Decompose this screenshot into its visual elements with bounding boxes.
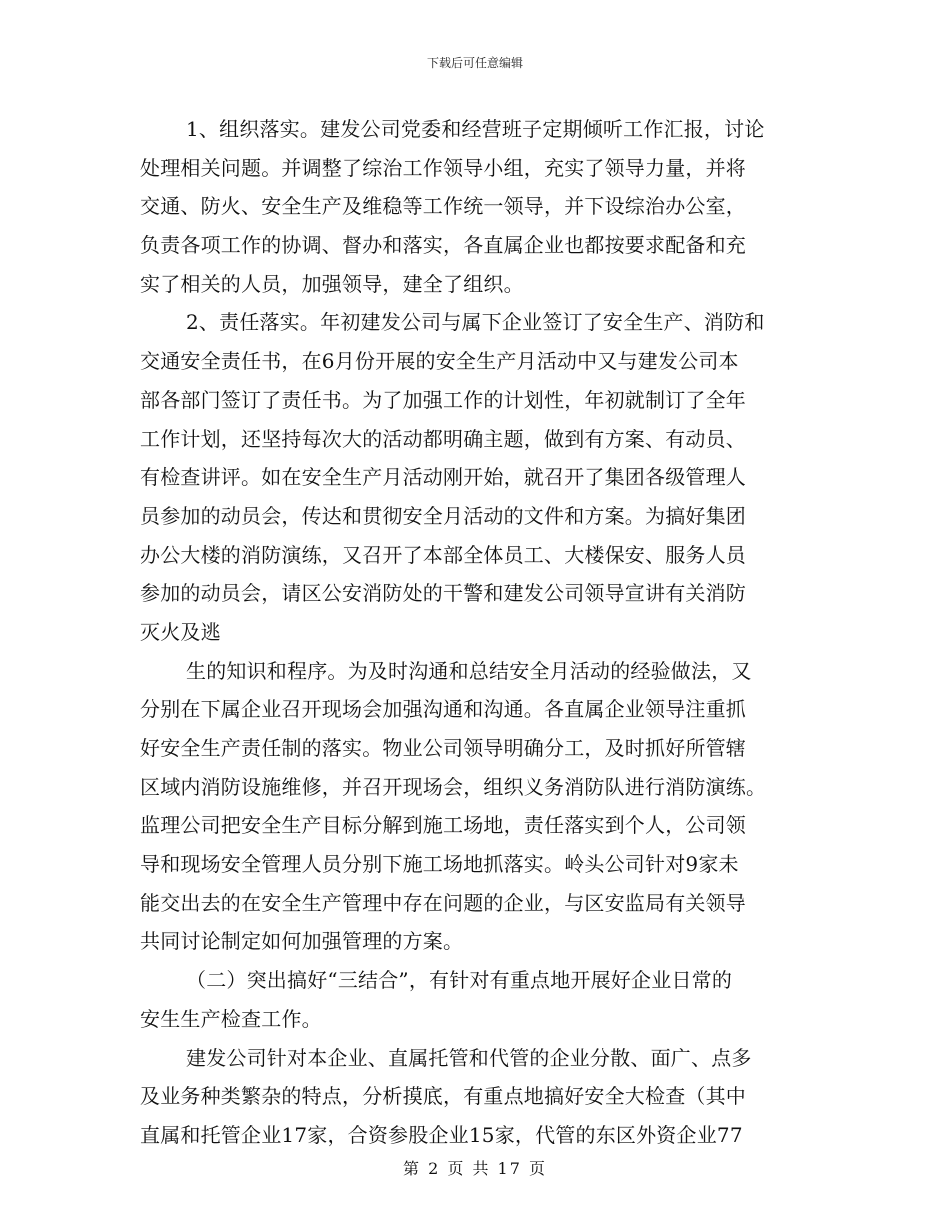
paragraph-line: 共同讨论制定如何加强管理的方案。 xyxy=(140,929,464,954)
paragraph-line: 办公大楼的消防演练，又召开了本部全体员工、大楼保安、服务人员 xyxy=(140,542,746,567)
paragraph-line: 能交出去的在安全生产管理中存在问题的企业，与区安监局有关领导 xyxy=(140,890,746,915)
section-heading-line: （二）突出搞好“三结合”，有针对有重点地开展好企业日常的 xyxy=(186,968,733,993)
section-heading-line: 安生生产检查工作。 xyxy=(140,1006,322,1031)
paragraph-line: 区域内消防设施维修，并召开现场会，组织义务消防队进行消防演练。 xyxy=(140,774,767,799)
paragraph-line: 实了相关的人员，加强领导，建全了组织。 xyxy=(140,271,524,296)
paragraph-line: 交通安全责任书，在6月份开展的安全生产月活动中又与建发公司本 xyxy=(140,349,739,374)
paragraph-line: 工作计划，还坚持每次大的活动都明确主题，做到有方案、有动员、 xyxy=(140,426,746,451)
paragraph-line: 监理公司把安全生产目标分解到施工场地，责任落实到个人，公司领 xyxy=(140,813,746,838)
paragraph-line: 好安全生产责任制的落实。物业公司领导明确分工，及时抓好所管辖 xyxy=(140,736,746,760)
paragraph-line: 分别在下属企业召开现场会加强沟通和沟通。各直属企业领导注重抓 xyxy=(140,697,746,722)
paragraph-line: 员参加的动员会，传达和贯彻安全月活动的文件和方案。为搞好集团 xyxy=(140,503,746,528)
paragraph-line: 部各部门签订了责任书。为了加强工作的计划性，年初就制订了全年 xyxy=(140,387,746,412)
paragraph-line: 及业务种类繁杂的特点，分析摸底，有重点地搞好安全大检查（其中 xyxy=(140,1084,746,1109)
paragraph-line: 建发公司针对本企业、直属托管和代管的企业分散、面广、点多 xyxy=(186,1045,752,1070)
paragraph-line: 参加的动员会，请区公安消防处的干警和建发公司领导宣讲有关消防 xyxy=(140,581,746,606)
paragraph-line: 处理相关问题。并调整了综治工作领导小组，充实了领导力量，并将 xyxy=(140,155,746,180)
paragraph-line: 交通、防火、安全生产及维稳等工作统一领导，并下设综治办公室， xyxy=(140,194,746,219)
paragraph-line: 有检查讲评。如在安全生产月活动刚开始，就召开了集团各级管理人 xyxy=(140,465,746,490)
paragraph-line: 导和现场安全管理人员分别下施工场地抓落实。岭头公司针对9家未 xyxy=(140,852,739,877)
page-header: 下载后可任意编辑 xyxy=(426,56,523,70)
paragraph-line: 负责各项工作的协调、督办和落实，各直属企业也都按要求配备和充 xyxy=(140,233,746,258)
paragraph-line: 1、组织落实。建发公司党委和经营班子定期倾听工作汇报，讨论 xyxy=(186,117,765,141)
paragraph-line: 生的知识和程序。为及时沟通和总结安全月活动的经验做法，又 xyxy=(186,658,752,683)
document-body xyxy=(140,110,810,1155)
paragraph-line: 2、责任落实。年初建发公司与属下企业签订了安全生产、消防和 xyxy=(186,310,765,335)
paragraph-line: 灭火及逃 xyxy=(140,619,221,644)
paragraph-line: 直属和托管企业17家，合资参股企业15家，代管的东区外资企业77 xyxy=(140,1122,743,1147)
page-footer: 第 2 页 共 17 页 xyxy=(403,1159,547,1178)
